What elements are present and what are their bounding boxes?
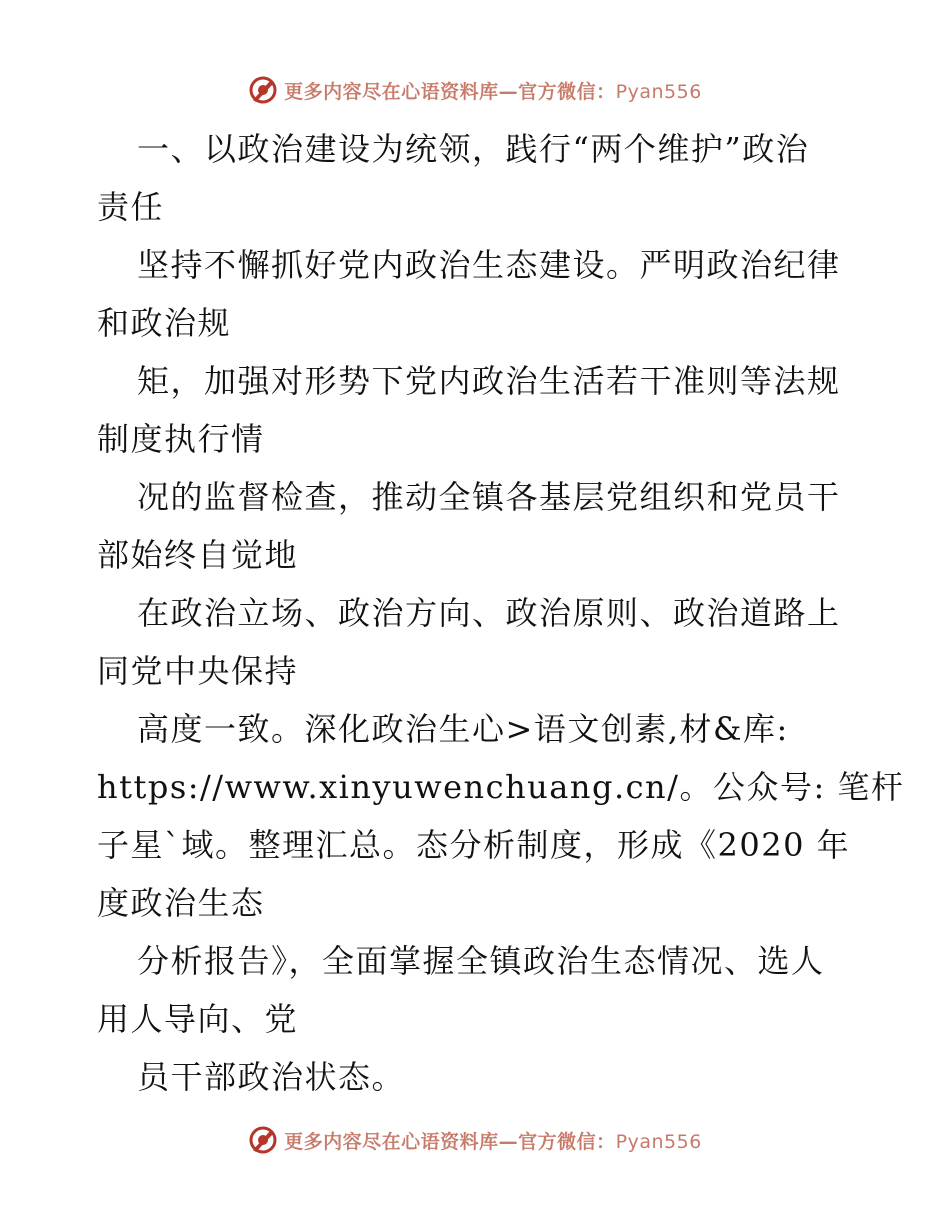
body-line: 用人导向、党 [97, 1000, 299, 1038]
body-line: 分析报告》，全面掌握全镇政治生态情况、选人 [137, 942, 825, 980]
body-line: https://www.xinyuwenchuang.cn/。公众号: 笔杆 [97, 768, 905, 806]
body-line: 同党中央保持 [97, 652, 299, 690]
body-line: 高度一致。深化政治生心>语文创素,材&库: [137, 710, 789, 748]
library-logo-icon [248, 1125, 278, 1155]
body-line: 况的监督检查，推动全镇各基层党组织和党员干 [137, 478, 841, 516]
body-line: 制度执行情 [97, 420, 265, 458]
footer-wechat-id: Pyan556 [615, 1130, 702, 1153]
body-line: 员干部政治状态。 [137, 1058, 406, 1096]
library-logo-icon [248, 75, 278, 105]
body-line: 在政治立场、政治方向、政治原则、政治道路上 [137, 594, 841, 632]
body-line: 和政治规 [97, 304, 232, 342]
body-line: 坚持不懈抓好党内政治生态建设。严明政治纪律 [137, 246, 841, 284]
header-wechat-id: Pyan556 [615, 80, 702, 103]
header-banner [0, 72, 950, 108]
body-line: 部始终自觉地 [97, 536, 299, 574]
body-line: 子星`域。整理汇总。态分析制度，形成《2020 年 [97, 826, 851, 864]
header-banner-text: 更多内容尽在心语资料库—官方微信：Pyan556 [284, 80, 702, 103]
body-line: 一、以政治建设为统领，践行“两个维护”政治 [137, 130, 810, 168]
footer-banner-text: 更多内容尽在心语资料库—官方微信：Pyan556 [284, 1130, 702, 1153]
document-body [97, 120, 905, 1106]
body-line: 矩，加强对形势下党内政治生活若干准则等法规 [137, 362, 841, 400]
footer-banner [0, 1122, 950, 1158]
body-line: 度政治生态 [97, 884, 265, 922]
body-line: 责任 [97, 188, 165, 226]
